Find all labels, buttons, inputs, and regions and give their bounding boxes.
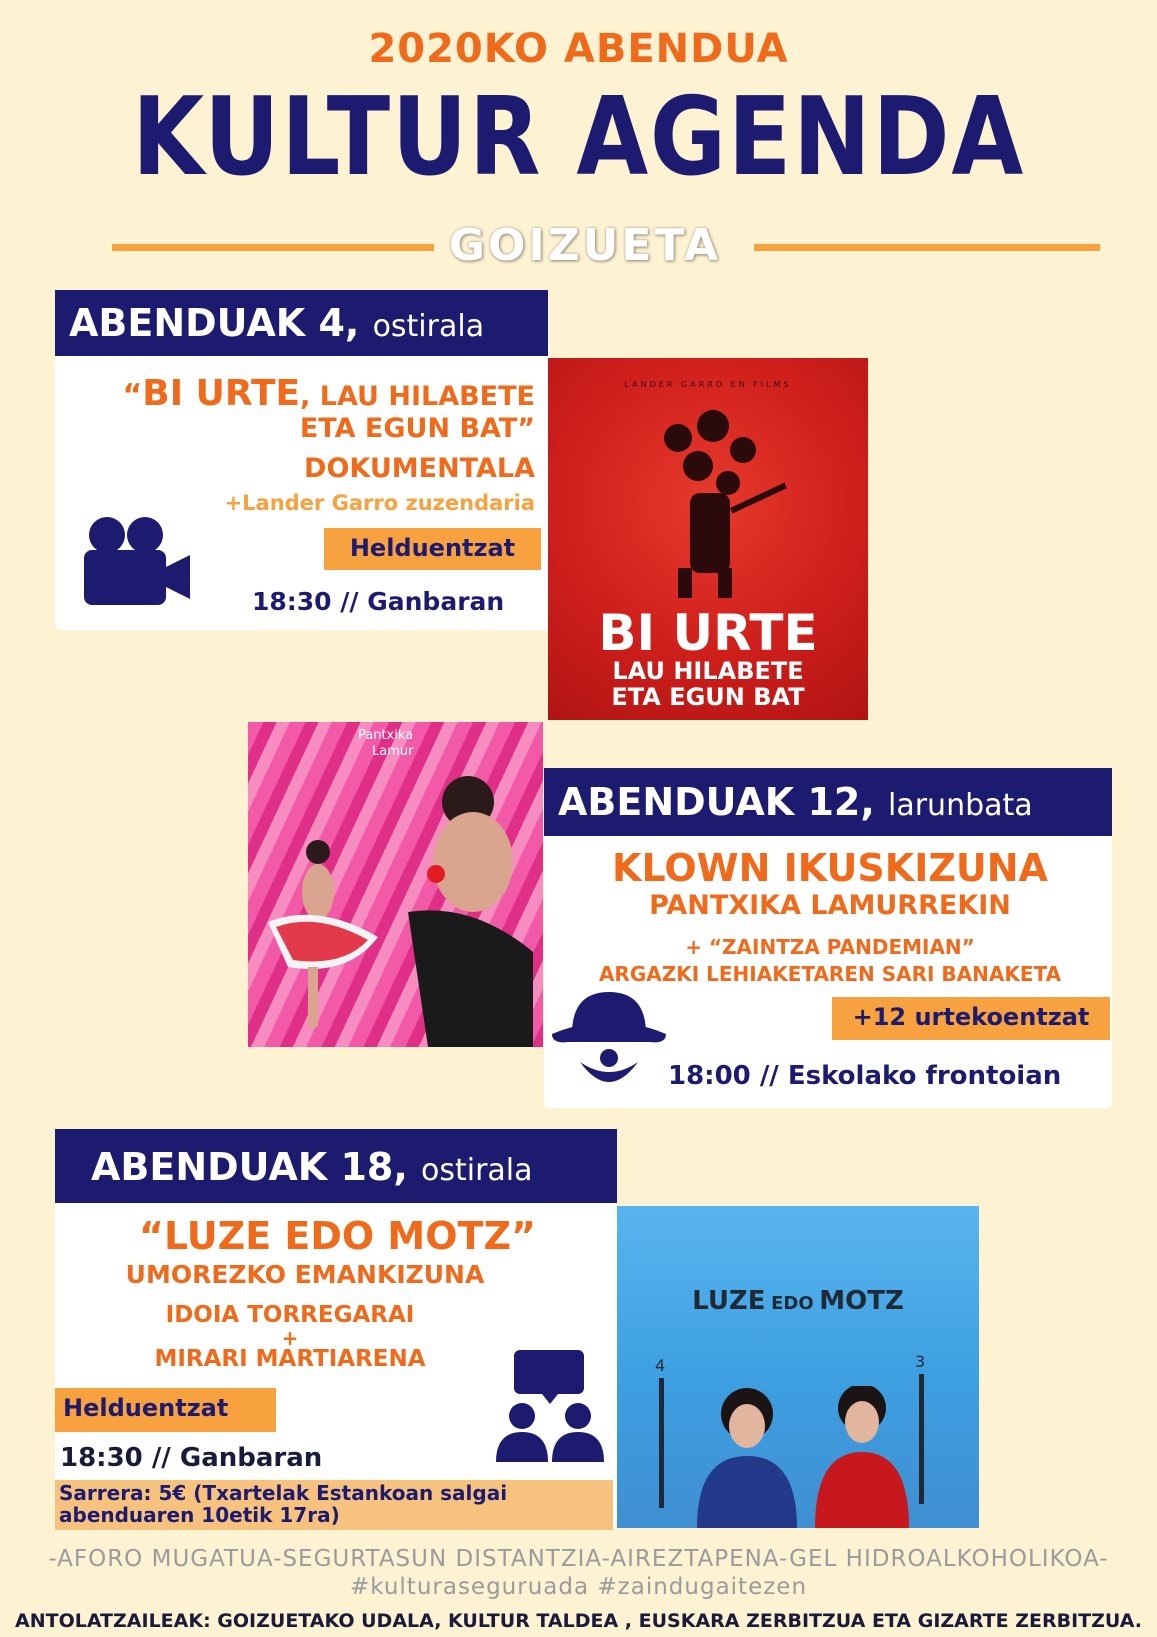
event-1-title-line1	[60, 373, 535, 414]
event-2-extra-line2: ARGAZKI LEHIAKETAREN SARI BANAKETA	[598, 962, 1062, 986]
event-2-date: ABENDUAK 12,	[558, 780, 875, 824]
event-1-poster-line1: BI URTE	[598, 604, 818, 662]
event-1-date-bar	[55, 290, 548, 356]
event-3-ticket-line2: abenduaren 10etik 17ra)	[59, 1503, 340, 1527]
event-3-title-line2: UMOREZKO EMANKIZUNA	[125, 1260, 485, 1289]
event-3-plus: +	[281, 1326, 299, 1350]
event-1-title-line3: DOKUMENTALA	[304, 453, 535, 484]
event-2-time-place: 18:00 // Eskolako frontoian	[668, 1061, 1062, 1091]
clown-face-icon	[550, 990, 668, 1102]
event-3-performer1: IDOIA TORREGARAI	[165, 1302, 415, 1328]
clown-performers-illustration	[258, 762, 538, 1047]
event-1-title-big: BI URTE	[142, 373, 301, 414]
event-3-show-image	[617, 1206, 979, 1528]
event-2-title-line1: KLOWN IKUSKIZUNA	[612, 846, 1048, 890]
header-divider-left	[112, 244, 434, 251]
event-2-extra-line1: + “ZAINTZA PANDEMIAN”	[685, 935, 975, 959]
event-3-time-place: 18:30 // Ganbaran	[60, 1443, 323, 1473]
event-1-extra: +Lander Garro zuzendaria	[224, 491, 535, 515]
event-2-clown-image	[248, 722, 543, 1047]
event-1-poster-line3: ETA EGUN BAT	[611, 683, 805, 711]
header-title: KULTUR AGENDA	[132, 75, 1025, 200]
footer-organizers: ANTOLATZAILEAK: GOIZUETAKO UDALA, KULTUR TALDEA , EUSKARA ZERBITZUA ETA GIZARTE ZERBITZUA.	[15, 1610, 1142, 1632]
event-3-ticket-info	[55, 1480, 613, 1530]
event-1-time-place: 18:30 // Ganbaran	[252, 587, 505, 616]
event-1-weekday: ostirala	[372, 309, 485, 344]
event-1-quote: “	[122, 378, 143, 413]
event-2-date-bar	[544, 768, 1112, 836]
header-divider-right	[754, 244, 1100, 251]
performers-photo-illustration	[657, 1386, 937, 1528]
event-1-poster-credit: LANDER GARRO EN FILMS	[624, 380, 792, 389]
event-1-title-rest: , LAU HILABETE	[300, 381, 535, 412]
event-3-image-num-left: 4	[655, 1356, 666, 1375]
event-1-title-line2: ETA EGUN BAT”	[299, 413, 535, 444]
header-month: 2020KO ABENDUA	[368, 26, 789, 72]
event-2-image-caption1: Pantxika	[358, 728, 414, 743]
event-3-image-num-right: 3	[915, 1352, 926, 1371]
footer-hashtags: #kulturaseguruada #zaindugaitezen	[349, 1574, 808, 1600]
event-3-date: ABENDUAK 18,	[91, 1145, 408, 1189]
event-1-poster-image	[548, 358, 868, 720]
film-camera-icon	[82, 515, 192, 607]
event-2-image-caption2: Lamur	[372, 744, 414, 759]
event-3-title-line1: “LUZE EDO MOTZ”	[138, 1214, 537, 1258]
sunflower-figure-illustration	[618, 398, 798, 598]
event-3-image-title: LUZE EDO MOTZ	[692, 1286, 904, 1316]
event-2-weekday: larunbata	[888, 788, 1033, 823]
footer-safety-notice: -AFORO MUGATUA-SEGURTASUN DISTANTZIA-AIREZTAPENA-GEL HIDROALKOHOLIKOA-	[48, 1546, 1109, 1572]
speech-people-icon	[494, 1350, 606, 1462]
event-1-date: ABENDUAK 4,	[69, 301, 360, 345]
event-3-performer2: MIRARI MARTIARENA	[154, 1346, 426, 1372]
event-3-weekday: ostirala	[421, 1153, 533, 1188]
header-place: GOIZUETA	[448, 220, 722, 271]
event-2-title-line2: PANTXIKA LAMURREKIN	[649, 890, 1011, 921]
event-3-ticket-line1: Sarrera: 5€ (Txartelak Estankoan salgai	[59, 1481, 508, 1505]
event-3-date-bar	[55, 1129, 617, 1203]
event-1-audience: Helduentzat	[324, 528, 541, 570]
event-3-audience: Helduentzat	[55, 1388, 276, 1432]
event-1-poster-line2: LAU HILABETE	[612, 657, 804, 685]
event-2-audience: +12 urtekoentzat	[832, 997, 1110, 1040]
